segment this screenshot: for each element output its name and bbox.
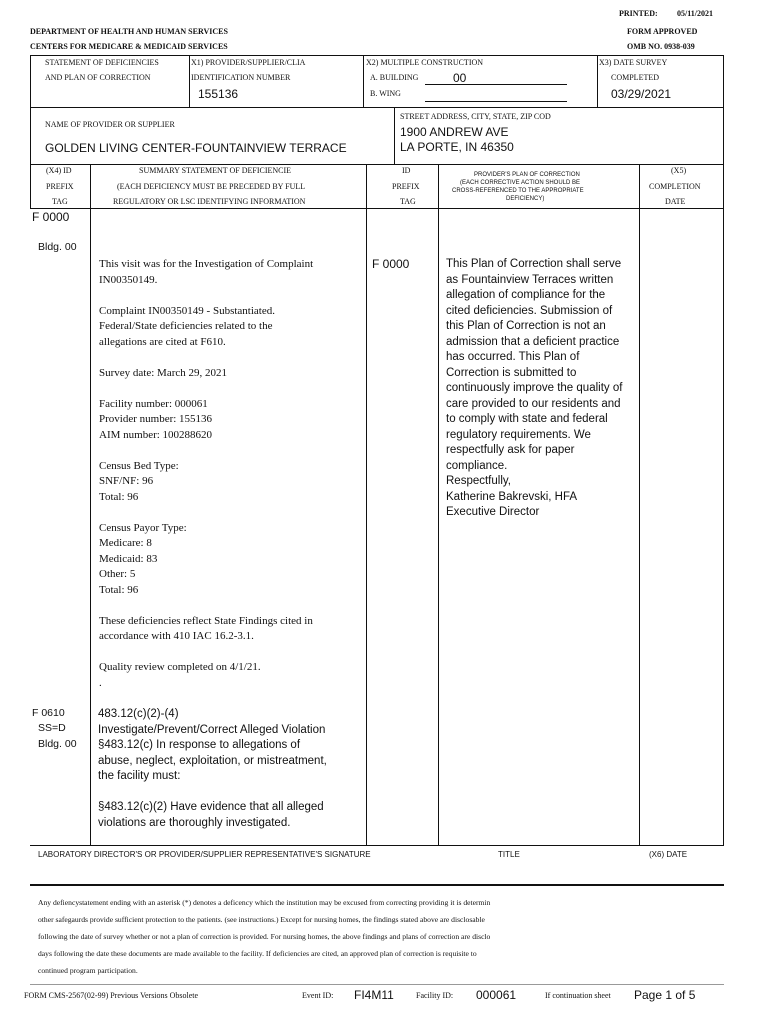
- row1-summary-line: Medicare: 8: [99, 537, 152, 549]
- row1-id-tag: F 0000: [372, 257, 410, 271]
- row2-summary: [98, 707, 363, 785]
- event-id-label: Event ID:: [302, 991, 334, 1000]
- continuation-label: If continuation sheet: [545, 991, 611, 1000]
- id-header-2: PREFIX: [392, 182, 420, 191]
- x4-header-1: (X4) ID: [46, 166, 72, 175]
- x5-header-3: DATE: [665, 197, 686, 206]
- row1-summary-line: accordance with 410 IAC 16.2-3.1.: [99, 630, 254, 642]
- row2-summary-line: Investigate/Prevent/Correct Alleged Violation: [98, 723, 326, 736]
- disclaimer-line: continued program participation.: [38, 966, 138, 975]
- summary-header-2: (EACH DEFICIENCY MUST BE PRECEDED BY FULL: [117, 182, 306, 191]
- disclaimer-line: Any defiencystatement ending with an asterisk (*) denotes a deficency which the institution may be excused from correcting providing it is determin: [38, 898, 491, 907]
- disclaimer-line: days following the date these documents are made available to the facility. If deficiencies are cited, an approved plan of correction is requisite to: [38, 949, 477, 958]
- row1-summary-line: This visit was for the Investigation of Complaint: [99, 258, 314, 270]
- row1-summary-line: Facility number: 000061: [99, 397, 208, 410]
- provider-id-value: 155136: [198, 87, 239, 101]
- row2-severity: SS=D: [38, 722, 66, 734]
- row1-summary-line: Other: 5: [99, 568, 136, 580]
- row1-summary-line: Census Bed Type:: [99, 459, 179, 472]
- plan-header-2: (EACH CORRECTIVE ACTION SHOULD BE: [460, 180, 581, 186]
- wing-label: B. WING: [370, 89, 401, 98]
- row1-plan-line: This Plan of Correction shall serve: [446, 258, 622, 270]
- row1-plan-line: admission that a deficient practice: [446, 335, 620, 348]
- row1-plan-line: Correction is submitted to: [446, 366, 577, 379]
- x5-header-1: (X5): [671, 166, 687, 175]
- address-label: STREET ADDRESS, CITY, STATE, ZIP COD: [400, 112, 551, 121]
- row1-summary-line: IN00350149.: [99, 273, 158, 286]
- row1-plan: [446, 257, 636, 521]
- provider-id-label-2: IDENTIFICATION NUMBER: [191, 73, 291, 82]
- row1-summary-line: These deficiencies reflect State Findings cited in: [99, 614, 313, 627]
- date-survey-value: 03/29/2021: [611, 87, 672, 101]
- row1-summary-line: Federal/State deficiencies related to the: [99, 320, 273, 332]
- row1-plan-line: to comply with state and federal: [446, 413, 608, 425]
- row1-plan-line: continuously improve the quality of: [446, 382, 623, 394]
- row1-plan-line: Executive Director: [446, 506, 540, 518]
- provider-name-label: NAME OF PROVIDER OR SUPPLIER: [45, 120, 175, 129]
- row2-bldg: Bldg. 00: [38, 738, 77, 750]
- row1-plan-line: cited deficiencies. Submission of: [446, 304, 613, 317]
- plan-header-3: CROSS-REFERENCED TO THE APPROPRIATE: [452, 188, 584, 194]
- row1-summary-line: allegations are cited at F610.: [99, 335, 226, 348]
- row1-plan-line: allegation of compliance for the: [446, 289, 606, 301]
- row1-plan-line: Katherine Bakrevski, HFA: [446, 490, 578, 503]
- date-survey-label-1: X3) DATE SURVEY: [599, 58, 668, 67]
- department-title: DEPARTMENT OF HEALTH AND HUMAN SERVICES: [30, 27, 228, 36]
- centers-title: CENTERS FOR MEDICARE & MEDICAID SERVICES: [30, 42, 228, 51]
- row1-plan-line: respectfully ask for paper: [446, 444, 575, 456]
- printed-date: 05/11/2021: [677, 9, 714, 18]
- building-label: A. BUILDING: [370, 73, 419, 82]
- event-id-value: FI4M11: [354, 988, 394, 1002]
- plan-header-1: PROVIDER'S PLAN OF CORRECTION: [474, 172, 580, 178]
- row1-summary-line: AIM number: 100288620: [99, 428, 213, 441]
- row2-summary-line: abuse, neglect, exploitation, or mistreatment,: [98, 754, 327, 767]
- form-approved: FORM APPROVED: [627, 27, 698, 36]
- facility-id-label: Facility ID:: [416, 991, 454, 1000]
- statement-label-2: AND PLAN OF CORRECTION: [45, 73, 151, 82]
- multiple-construction-label: X2) MULTIPLE CONSTRUCTION: [366, 58, 484, 67]
- plan-header-4: DEFICIENCY): [506, 196, 545, 202]
- facility-id-value: 000061: [476, 988, 517, 1002]
- id-header-3: TAG: [400, 197, 416, 206]
- form-number: FORM CMS-2567(02-99) Previous Versions Obsolete: [24, 991, 199, 1000]
- row1-summary-line: Provider number: 155136: [99, 413, 213, 425]
- row1-summary-line: Census Payor Type:: [99, 521, 187, 534]
- printed-label: PRINTED:: [619, 9, 658, 18]
- x5-header-2: COMPLETION: [649, 182, 701, 191]
- title-label: TITLE: [498, 850, 520, 859]
- row1-summary: [99, 257, 364, 707]
- row1-plan-line: has occurred. This Plan of: [446, 351, 580, 363]
- x4-header-3: TAG: [52, 197, 68, 206]
- disclaimer-line: following the date of survey whether or not a plan of correction is provided. For nursing homes, the above findings and plans of correction are disclo: [38, 932, 491, 941]
- row2-tag: F 0610: [32, 707, 65, 719]
- row1-plan-line: care provided to our residents and: [446, 397, 621, 410]
- disclaimer-line: other safegaurds provide sufficient protection to the patients. (see instructions.) Except for nursing homes, the findings stated above are disclosable: [38, 915, 485, 924]
- building-value: 00: [453, 71, 467, 85]
- row1-plan-line: as Fountainview Terraces written: [446, 273, 614, 286]
- row1-summary-line: SNF/NF: 96: [99, 475, 154, 487]
- row1-plan-line: Respectfully,: [446, 475, 511, 487]
- row1-bldg: Bldg. 00: [38, 241, 77, 253]
- row2-summary-line: §483.12(c) In response to allegations of: [98, 739, 301, 751]
- row2-summary-line: the facility must:: [98, 770, 181, 782]
- disclaimer: [38, 894, 718, 979]
- row2-summary-line: violations are thoroughly investigated.: [98, 816, 291, 829]
- id-header-1: ID: [402, 166, 411, 175]
- row2-summary-line: §483.12(c)(2) Have evidence that all alleged: [98, 801, 324, 813]
- page-number: Page 1 of 5: [634, 988, 696, 1002]
- row1-plan-line: regulatory requirements. We: [446, 428, 591, 441]
- row1-summary-line: Total: 96: [99, 490, 139, 503]
- provider-name-value: GOLDEN LIVING CENTER-FOUNTAINVIEW TERRACE: [45, 141, 347, 155]
- address-line-2: LA PORTE, IN 46350: [400, 140, 514, 154]
- row1-summary-line: Medicaid: 83: [99, 552, 158, 565]
- row1-summary-line: Complaint IN00350149 - Substantiated.: [99, 304, 275, 317]
- row1-summary-line: .: [99, 676, 102, 689]
- signature-label: LABORATORY DIRECTOR'S OR PROVIDER/SUPPLIER REPRESENTATIVE'S SIGNATURE: [38, 850, 371, 859]
- row2-summary-line: 483.12(c)(2)-(4): [98, 708, 179, 720]
- row1-summary-line: Total: 96: [99, 583, 139, 596]
- date-survey-label-2: COMPLETED: [611, 73, 659, 82]
- statement-label-1: STATEMENT OF DEFICIENCIES: [45, 58, 159, 67]
- row1-plan-line: compliance.: [446, 459, 508, 472]
- date-label: (X6) DATE: [649, 850, 688, 859]
- row1-tag: F 0000: [32, 210, 70, 224]
- row2-summary-b: [98, 800, 363, 831]
- row1-summary-line: Survey date: March 29, 2021: [99, 366, 227, 379]
- row1-summary-line: Quality review completed on 4/1/21.: [99, 661, 261, 673]
- address-line-1: 1900 ANDREW AVE: [400, 125, 509, 139]
- provider-id-label-1: X1) PROVIDER/SUPPLIER/CLIA: [191, 58, 306, 67]
- row1-plan-line: this Plan of Correction is not an: [446, 320, 606, 332]
- x4-header-2: PREFIX: [46, 182, 74, 191]
- omb-number: OMB NO. 0938-039: [627, 42, 695, 51]
- summary-header-1: SUMMARY STATEMENT OF DEFICIENCIE: [139, 166, 292, 175]
- summary-header-3: REGULATORY OR LSC IDENTIFYING INFORMATION: [113, 197, 306, 206]
